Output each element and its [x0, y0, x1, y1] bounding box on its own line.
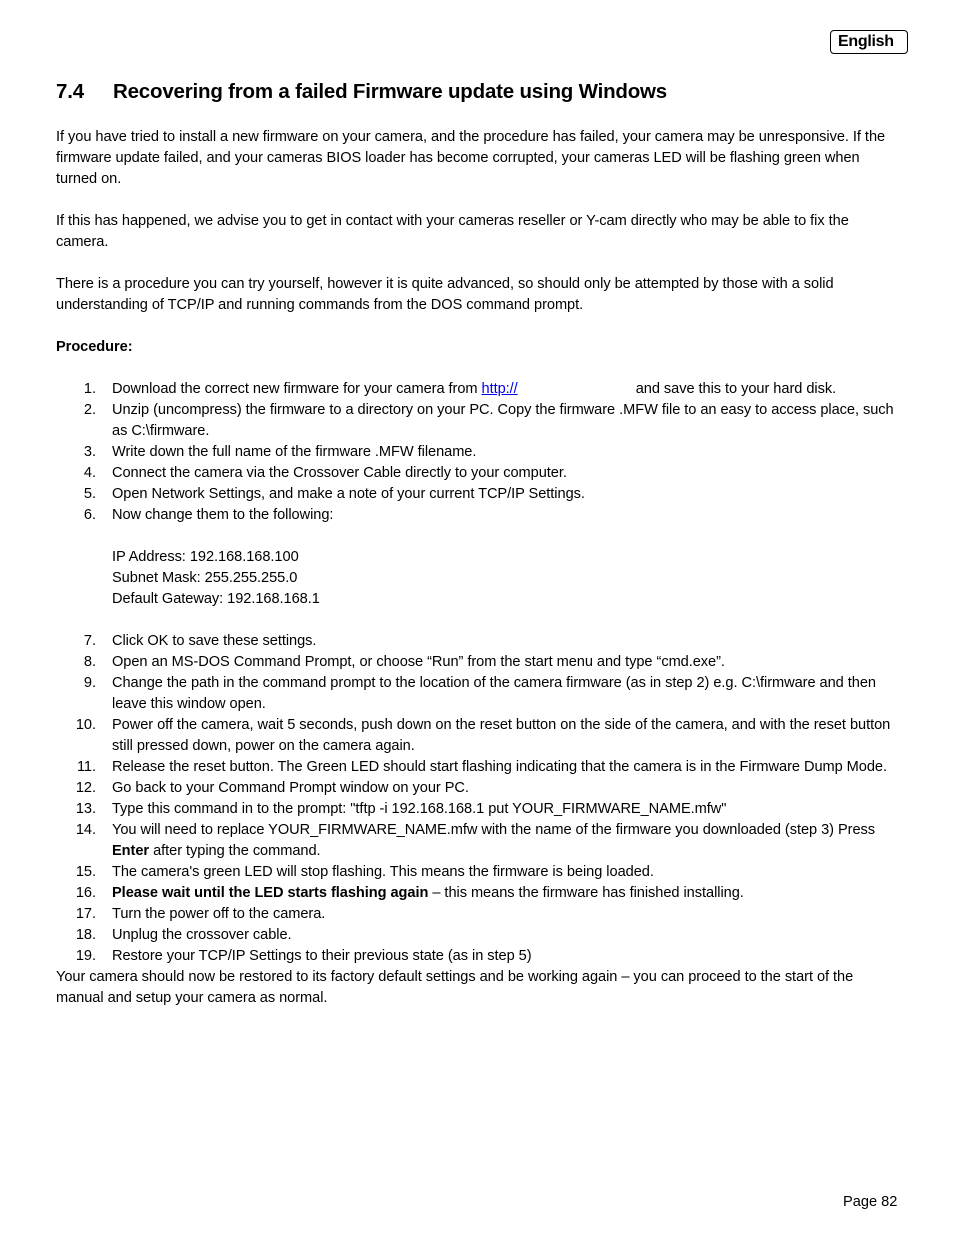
step-text: Type this command in to the prompt: "tftp -i 192.168.168.1 put YOUR_FIRMWARE_NAME.mfw": [112, 801, 727, 817]
step-number: 14.: [75, 822, 96, 838]
procedure-label: Procedure:: [56, 339, 133, 355]
steps-list-b: [56, 631, 901, 967]
step-number: 13.: [75, 801, 96, 817]
list-item: [56, 379, 901, 400]
list-item: [56, 631, 901, 652]
step-text: Now change them to the following:: [112, 507, 334, 523]
list-item: [56, 652, 901, 673]
step-text: Download the correct new firmware for your camera from: [112, 381, 482, 397]
list-item: [56, 463, 901, 484]
page-content: [56, 127, 901, 1030]
step-number: 16.: [75, 885, 96, 901]
list-item: [56, 778, 901, 799]
step-number: 15.: [75, 864, 96, 880]
link-text[interactable]: http://: [481, 381, 518, 397]
intro-paragraph-1: If you have tried to install a new firmware on your camera, and the procedure has failed, your camera may be unresponsive. If the firmware update failed, and your cameras BIOS loader has become corrupted, your cameras LED will be flashing green when turned on.: [56, 129, 886, 187]
step-number: 12.: [75, 780, 96, 796]
section-number: 7.4: [56, 80, 84, 103]
steps-list-a: [56, 379, 901, 526]
list-item: [56, 673, 901, 715]
step-text: Open an MS-DOS Command Prompt, or choose “Run” from the start menu and type “cmd.exe”.: [112, 654, 725, 670]
step-number: 19.: [75, 948, 96, 964]
default-gateway-line: Default Gateway: 192.168.168.1: [112, 591, 320, 607]
step-text: Release the reset button. The Green LED should start flashing indicating that the camera is in the Firmware Dump Mode.: [112, 759, 887, 775]
step-text: You will need to replace YOUR_FIRMWARE_NAME.mfw with the name of the firmware you downloaded (step 3) Press: [112, 822, 876, 838]
subnet-mask-line: Subnet Mask: 255.255.255.0: [112, 570, 298, 586]
step-text: Power off the camera, wait 5 seconds, push down on the reset button on the side of the camera, and with the reset button still pressed down, power on the camera again.: [112, 717, 891, 754]
step-text-after: after typing the command.: [149, 843, 321, 859]
step-text: Unzip (uncompress) the firmware to a directory on your PC. Copy the firmware .MFW file to an easy to access place, such as C:\firmware.: [112, 402, 894, 439]
step-text: Connect the camera via the Crossover Cable directly to your computer.: [112, 465, 567, 481]
list-item: [56, 925, 901, 946]
firmware-download-link[interactable]: [482, 381, 632, 397]
step-number: 8.: [83, 654, 96, 670]
list-item: [56, 442, 901, 463]
step-text: Go back to your Command Prompt window on your PC.: [112, 780, 469, 796]
network-settings-block: [56, 547, 901, 610]
step-number: 10.: [75, 717, 96, 733]
list-item: [56, 883, 901, 904]
section-heading: [56, 78, 667, 106]
step-number: 2.: [83, 402, 96, 418]
intro-paragraph-3: There is a procedure you can try yourself, however it is quite advanced, so should only be attempted by those with a solid understanding of TCP/IP and running commands from the DOS command prompt.: [56, 276, 834, 313]
step-number: 4.: [83, 465, 96, 481]
page-number: Page 82: [843, 1194, 898, 1210]
step-text: Turn the power off to the camera.: [112, 906, 326, 922]
step-number: 18.: [75, 927, 96, 943]
step-text: Restore your TCP/IP Settings to their previous state (as in step 5): [112, 948, 532, 964]
list-item: [56, 715, 901, 757]
step-number: 17.: [75, 906, 96, 922]
language-badge: English: [830, 30, 908, 54]
step-number: 6.: [83, 507, 96, 523]
step-number: 3.: [83, 444, 96, 460]
step-bold-text: Please wait until the LED starts flashing again: [112, 885, 429, 901]
intro-paragraph-2: If this has happened, we advise you to get in contact with your cameras reseller or Y-cam directly who may be able to fix the camera.: [56, 213, 849, 250]
list-item: [56, 484, 901, 505]
step-text: Change the path in the command prompt to the location of the camera firmware (as in step 2) e.g. C:\firmware and then leave this window open.: [112, 675, 876, 712]
step-text: Write down the full name of the firmware .MFW filename.: [112, 444, 477, 460]
list-item: [56, 799, 901, 820]
step-number: 7.: [83, 633, 96, 649]
list-item: [56, 400, 901, 442]
step-text: Open Network Settings, and make a note of your current TCP/IP Settings.: [112, 486, 585, 502]
step-number: 9.: [83, 675, 96, 691]
list-item: [56, 904, 901, 925]
section-title: Recovering from a failed Firmware update using Windows: [113, 80, 668, 103]
list-item: [56, 505, 901, 526]
step-text: The camera's green LED will stop flashing. This means the firmware is being loaded.: [112, 864, 654, 880]
step-text: Click OK to save these settings.: [112, 633, 317, 649]
step-bold-text: Enter: [112, 843, 150, 859]
list-item: [56, 862, 901, 883]
step-number: 11.: [76, 759, 96, 775]
list-item: [56, 757, 901, 778]
step-text: Unplug the crossover cable.: [112, 927, 292, 943]
step-number: 1.: [83, 381, 96, 397]
step-text-after: – this means the firmware has finished installing.: [428, 885, 744, 901]
step-number: 5.: [83, 486, 96, 502]
ip-address-line: IP Address: 192.168.168.100: [112, 549, 299, 565]
list-item: [56, 946, 901, 967]
list-item: [56, 820, 901, 862]
step-text-after: and save this to your hard disk.: [631, 381, 837, 397]
closing-paragraph: Your camera should now be restored to its factory default settings and be working again – you can proceed to the start of the manual and setup your camera as normal.: [56, 969, 854, 1006]
